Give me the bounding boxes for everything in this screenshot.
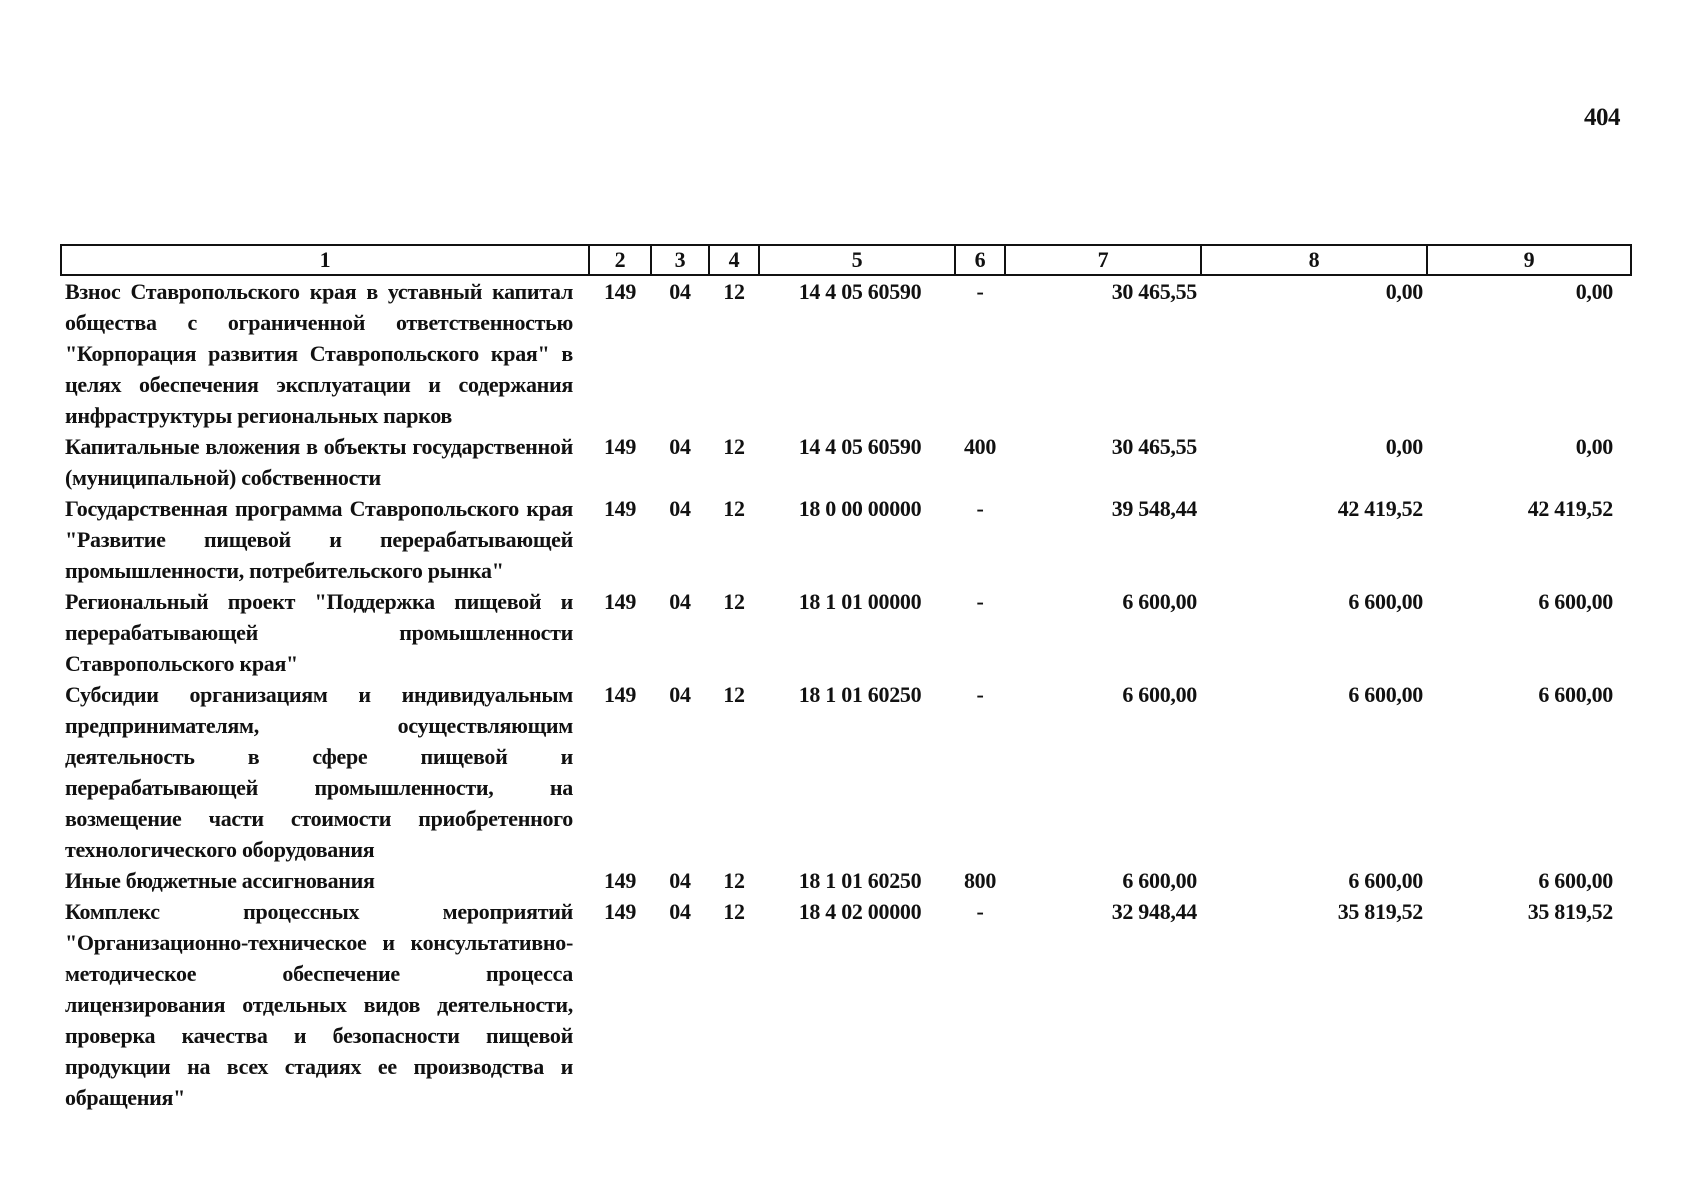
row-sum-3: 0,00: [1575, 279, 1613, 304]
row-sum-2: 6 600,00: [1348, 682, 1423, 707]
row-sum-3: 35 819,52: [1527, 899, 1613, 924]
row-sum-1: 32 948,44: [1111, 899, 1197, 924]
row-name: Государственная программа Ставропольского края "Развитие пищевой и перерабатывающей промышленности, потребительского рынка": [65, 496, 573, 583]
row-pr: 12: [723, 868, 745, 893]
header-cell: 2: [589, 245, 651, 275]
row-sum-1: 30 465,55: [1111, 434, 1197, 459]
header-cell: 4: [709, 245, 759, 275]
row-rz: 04: [669, 279, 691, 304]
row-rz: 04: [669, 589, 691, 614]
header-cell: 3: [651, 245, 709, 275]
budget-table: [60, 244, 1632, 1113]
table-row: [61, 586, 1631, 679]
row-sum-3: 6 600,00: [1538, 682, 1613, 707]
row-sum-3: 6 600,00: [1538, 589, 1613, 614]
row-sum-1: 6 600,00: [1122, 682, 1197, 707]
row-csr: 18 1 01 00000: [798, 589, 922, 614]
row-name: Субсидии организациям и индивидуальным предпринимателям, осуществляющим деятельность в сфере пищевой и перерабатывающей промышленности, на возмещение части стоимости приобретенного технологического оборудования: [65, 682, 573, 862]
row-sum-2: 0,00: [1385, 434, 1423, 459]
row-vr: -: [976, 899, 984, 924]
row-name: Капитальные вложения в объекты государственной (муниципальной) собственности: [65, 434, 573, 490]
table-row: [61, 493, 1631, 586]
header-cell: 6: [955, 245, 1005, 275]
row-sum-2: 6 600,00: [1348, 868, 1423, 893]
row-sum-1: 6 600,00: [1122, 868, 1197, 893]
row-vr: -: [976, 589, 984, 614]
row-name: Комплекс процессных мероприятий "Организационно-техническое и консультативно-методическое обеспечение процесса лицензирования отдельных видов деятельности, проверка качества и безопасности пищевой продукции на всех стадиях ее производства и обращения": [65, 899, 573, 1110]
row-rz: 04: [669, 868, 691, 893]
header-cell: 5: [759, 245, 955, 275]
row-sum-3: 0,00: [1575, 434, 1613, 459]
row-csr: 14 4 05 60590: [798, 434, 922, 459]
row-sum-2: 35 819,52: [1337, 899, 1423, 924]
page-number: 404: [1584, 104, 1620, 131]
row-rz: 04: [669, 434, 691, 459]
row-sum-1: 30 465,55: [1111, 279, 1197, 304]
row-rz: 04: [669, 496, 691, 521]
table-row: [61, 865, 1631, 896]
row-vr: -: [976, 279, 984, 304]
row-csr: 18 0 00 00000: [798, 496, 922, 521]
row-pr: 12: [723, 589, 745, 614]
header-cell: 7: [1005, 245, 1201, 275]
row-sum-3: 6 600,00: [1538, 868, 1613, 893]
row-gr: 149: [603, 496, 637, 521]
table-row: [61, 275, 1631, 431]
header-cell: 1: [61, 245, 589, 275]
row-vr: 400: [963, 434, 997, 459]
header-cell: 8: [1201, 245, 1427, 275]
row-vr: -: [976, 682, 984, 707]
row-csr: 18 4 02 00000: [798, 899, 922, 924]
row-gr: 149: [603, 868, 637, 893]
row-pr: 12: [723, 279, 745, 304]
row-pr: 12: [723, 496, 745, 521]
table-row: [61, 431, 1631, 493]
row-csr: 18 1 01 60250: [798, 682, 922, 707]
row-name: Взнос Ставропольского края в уставный капитал общества с ограниченной ответственностью "Корпорация развития Ставропольского края" в целях обеспечения эксплуатации и содержания инфраструктуры региональных парков: [65, 279, 573, 428]
row-gr: 149: [603, 434, 637, 459]
row-sum-1: 39 548,44: [1111, 496, 1197, 521]
row-gr: 149: [603, 589, 637, 614]
row-sum-2: 6 600,00: [1348, 589, 1423, 614]
row-vr: 800: [963, 868, 997, 893]
row-rz: 04: [669, 682, 691, 707]
header-cell: 9: [1427, 245, 1631, 275]
row-sum-3: 42 419,52: [1527, 496, 1613, 521]
row-csr: 18 1 01 60250: [798, 868, 922, 893]
row-rz: 04: [669, 899, 691, 924]
row-sum-1: 6 600,00: [1122, 589, 1197, 614]
row-name: Иные бюджетные ассигнования: [65, 868, 375, 893]
table-row: [61, 679, 1631, 865]
row-vr: -: [976, 496, 984, 521]
row-pr: 12: [723, 434, 745, 459]
row-csr: 14 4 05 60590: [798, 279, 922, 304]
row-name: Региональный проект "Поддержка пищевой и перерабатывающей промышленности Ставропольского края": [65, 589, 573, 676]
table-header-row: [61, 245, 1631, 275]
row-pr: 12: [723, 682, 745, 707]
row-sum-2: 0,00: [1385, 279, 1423, 304]
row-sum-2: 42 419,52: [1337, 496, 1423, 521]
table-row: [61, 896, 1631, 1113]
row-gr: 149: [603, 279, 637, 304]
row-pr: 12: [723, 899, 745, 924]
row-gr: 149: [603, 899, 637, 924]
row-gr: 149: [603, 682, 637, 707]
